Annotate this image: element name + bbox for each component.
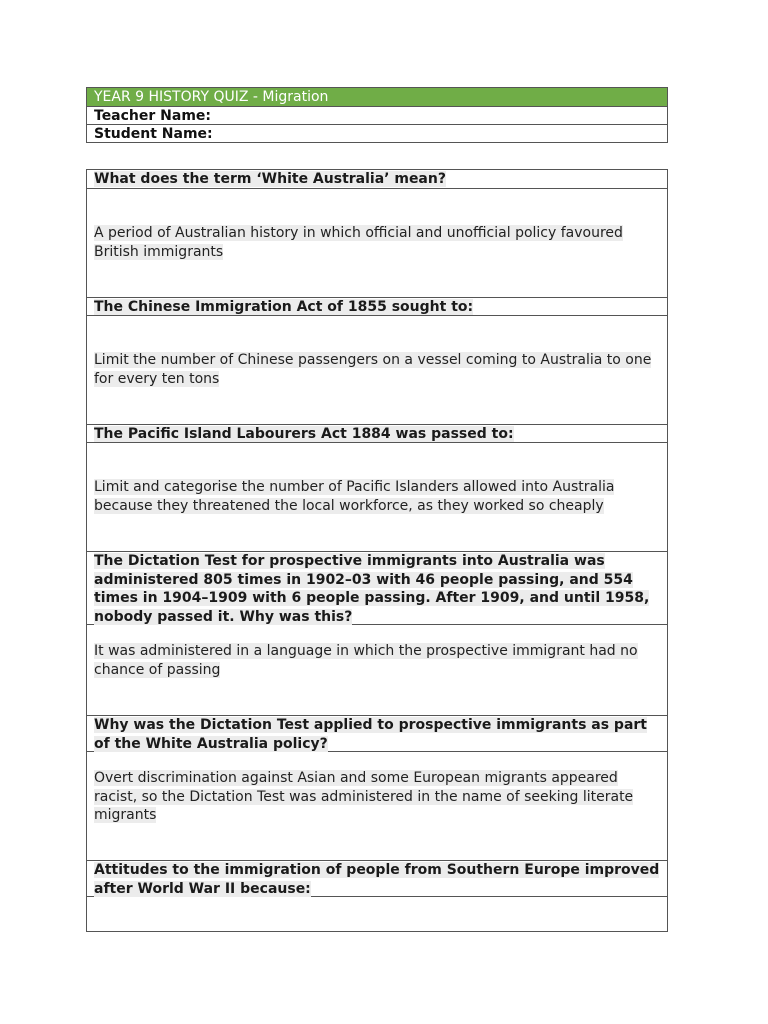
- question-1: [87, 170, 667, 188]
- teacher-name-field: Teacher Name:: [87, 106, 667, 124]
- answer-5-text: Overt discrimination against Asian and some European migrants appeared racist, so the Dictation Test was administered in the name of seeking literate migrants: [94, 770, 634, 823]
- answer-5: [87, 751, 667, 860]
- answer-1-text: A period of Australian history in which official and unofficial policy favoured British immigrants: [94, 225, 623, 260]
- quiz-questions-table: [86, 169, 668, 932]
- question-3-text: The Pacific Island Labourers Act 1884 was passed to:: [94, 426, 514, 442]
- question-3: [87, 424, 667, 442]
- quiz-header-table: [86, 87, 668, 143]
- answer-2-text: Limit the number of Chinese passengers on a vessel coming to Australia to one for every ten tons: [94, 352, 652, 387]
- answer-3: [87, 442, 667, 551]
- question-1-text: What does the term ‘White Australia’ mean?: [94, 171, 446, 187]
- student-name-field: Student Name:: [87, 124, 667, 142]
- answer-6[interactable]: [87, 896, 667, 931]
- answer-3-text: Limit and categorise the number of Pacific Islanders allowed into Australia because they threatened the local workforce, as they worked so cheaply: [94, 479, 615, 514]
- quiz-title: YEAR 9 HISTORY QUIZ - Migration: [87, 88, 667, 106]
- question-5-text: Why was the Dictation Test applied to prospective immigrants as part of the White Australia policy?: [94, 717, 647, 752]
- question-4: [87, 551, 667, 624]
- answer-4-text: It was administered in a language in which the prospective immigrant had no chance of passing: [94, 643, 638, 678]
- question-6: [87, 860, 667, 896]
- answer-2: [87, 315, 667, 424]
- answer-4: [87, 624, 667, 715]
- answer-1: [87, 188, 667, 297]
- question-2-text: The Chinese Immigration Act of 1855 sought to:: [94, 299, 474, 315]
- question-4-text: The Dictation Test for prospective immigrants into Australia was administered 805 times in 1902–03 with 46 people passing, and 554 times in 1904–1909 with 6 people passing. After 1909, and until 1958, nobody passed it. Why was this?: [94, 553, 650, 625]
- question-6-text: Attitudes to the immigration of people from Southern Europe improved after World War II because:: [94, 862, 660, 897]
- question-5: [87, 715, 667, 751]
- question-2: [87, 297, 667, 315]
